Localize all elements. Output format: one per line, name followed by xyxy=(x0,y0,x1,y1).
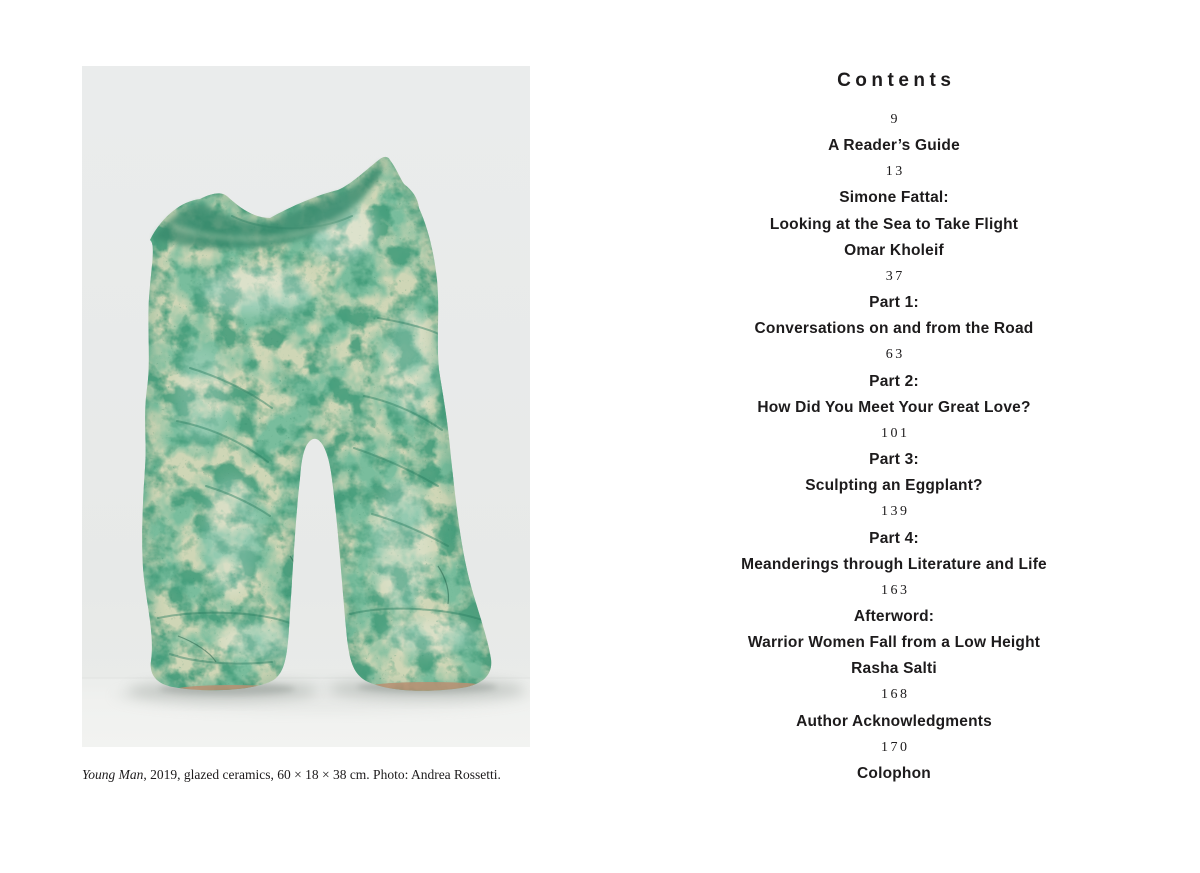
toc-entry-title: Author Acknowledgments xyxy=(796,712,992,730)
toc-page-number: 101 xyxy=(881,425,910,441)
toc-page-number: 168 xyxy=(881,687,910,703)
toc-entry-title: Afterword: xyxy=(853,607,935,625)
toc-page-number: 139 xyxy=(881,504,910,520)
toc-list xyxy=(594,107,1194,787)
toc-entry-title: Part 1: xyxy=(869,294,919,312)
toc-entry-title: Meanderings through Literature and Life xyxy=(741,555,1047,573)
toc-entry-title: A Reader’s Guide xyxy=(828,137,960,155)
table-of-contents xyxy=(594,66,1194,787)
toc-entry-title: Looking at the Sea to Take Flight xyxy=(769,215,1019,233)
artwork-photo xyxy=(82,66,530,747)
toc-entry-title: Colophon xyxy=(857,764,931,782)
toc-entry-title: Part 2: xyxy=(869,372,919,390)
toc-entry-title: Warrior Women Fall from a Low Height xyxy=(747,634,1041,652)
toc-page-number: 9 xyxy=(890,112,900,127)
caption-details: , 2019, glazed ceramics, 60 × 18 × 38 cm. Photo: Andrea Rossetti. xyxy=(143,767,501,782)
caption-title: Young Man xyxy=(82,767,144,782)
sculpture-image xyxy=(82,66,530,747)
toc-page-number: 170 xyxy=(881,739,910,755)
toc-entry-title: Omar Kholeif xyxy=(844,241,944,259)
toc-page-number: 63 xyxy=(885,347,905,363)
toc-entry-title: Part 4: xyxy=(869,529,919,547)
artwork-caption xyxy=(82,766,562,783)
toc-entry-title: Conversations on and from the Road xyxy=(754,320,1034,338)
toc-entry-title: Rasha Salti xyxy=(851,660,937,678)
toc-entry-title: Sculpting an Eggplant? xyxy=(805,477,983,495)
toc-entry-title: How Did You Meet Your Great Love? xyxy=(757,398,1031,416)
toc-page-number: 37 xyxy=(885,268,905,284)
toc-page-number: 13 xyxy=(885,164,905,180)
toc-entry-title: Simone Fattal: xyxy=(839,189,949,207)
toc-heading: Contents xyxy=(837,70,956,91)
toc-entry-title: Part 3: xyxy=(869,451,919,469)
toc-page-number: 163 xyxy=(881,582,910,598)
